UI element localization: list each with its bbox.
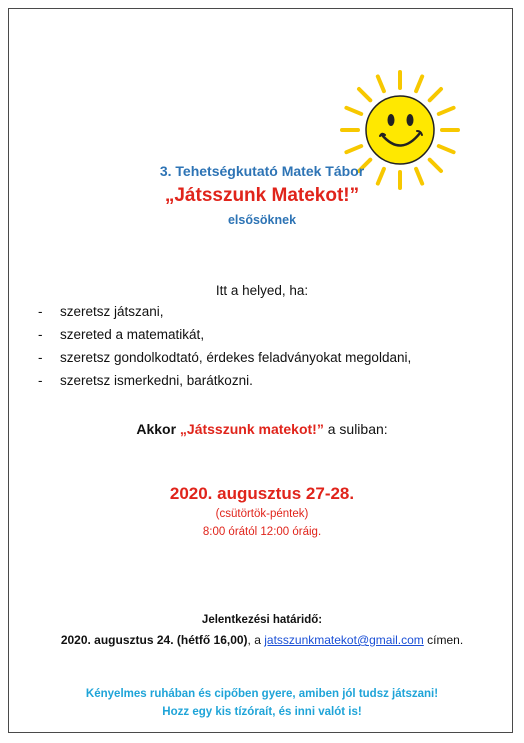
intro-text: Itt a helyed, ha:	[215, 283, 309, 298]
reasons-list	[38, 300, 411, 392]
footer-note-clothing: Kényelmes ruhában és cipőben gyere, amiben jól tudsz játszani!	[85, 688, 439, 700]
sun-ray	[378, 76, 384, 91]
list-item: - szereted a matematikát,	[38, 323, 411, 346]
sun-ray	[346, 108, 361, 114]
list-bullet: -	[38, 350, 43, 365]
target-audience: elsősöknek	[227, 213, 297, 227]
list-bullet: -	[38, 304, 43, 319]
sun-ray	[346, 146, 361, 152]
list-bullet: -	[38, 327, 43, 342]
sun-ray	[439, 108, 454, 114]
camp-slogan: „Játsszunk Matekot!”	[164, 185, 360, 206]
sun-ray	[416, 76, 422, 91]
event-days: (csütörtök-péntek)	[215, 508, 309, 520]
event-hours: 8:00 órától 12:00 óráig.	[202, 526, 322, 538]
list-item: - szeretsz gondolkodtató, érdekes feladványokat megoldani,	[38, 346, 411, 369]
list-bullet: -	[38, 373, 43, 388]
email-link[interactable]: jatsszunkmatekot@gmail.com	[264, 633, 424, 647]
list-item: - szeretsz játszani,	[38, 300, 411, 323]
deadline-label: Jelentkezési határidő:	[201, 614, 323, 626]
event-date: 2020. augusztus 27-28.	[169, 484, 355, 503]
sun-ray	[359, 89, 370, 100]
list-item: - szeretsz ismerkedni, barátkozni.	[38, 369, 411, 392]
footer-note-snack: Hozz egy kis tízóraít, és inni valót is!	[162, 706, 362, 718]
sun-ray	[439, 146, 454, 152]
camp-title: 3. Tehetségkutató Matek Tábor	[159, 163, 365, 179]
sun-ray	[430, 89, 441, 100]
invitation-line: Akkor „Játsszunk matekot!” a suliban:	[136, 421, 388, 437]
deadline-text: 2020. augusztus 24. (hétfő 16,00), a jatsszunkmatekot@gmail.com címen.	[60, 633, 464, 647]
